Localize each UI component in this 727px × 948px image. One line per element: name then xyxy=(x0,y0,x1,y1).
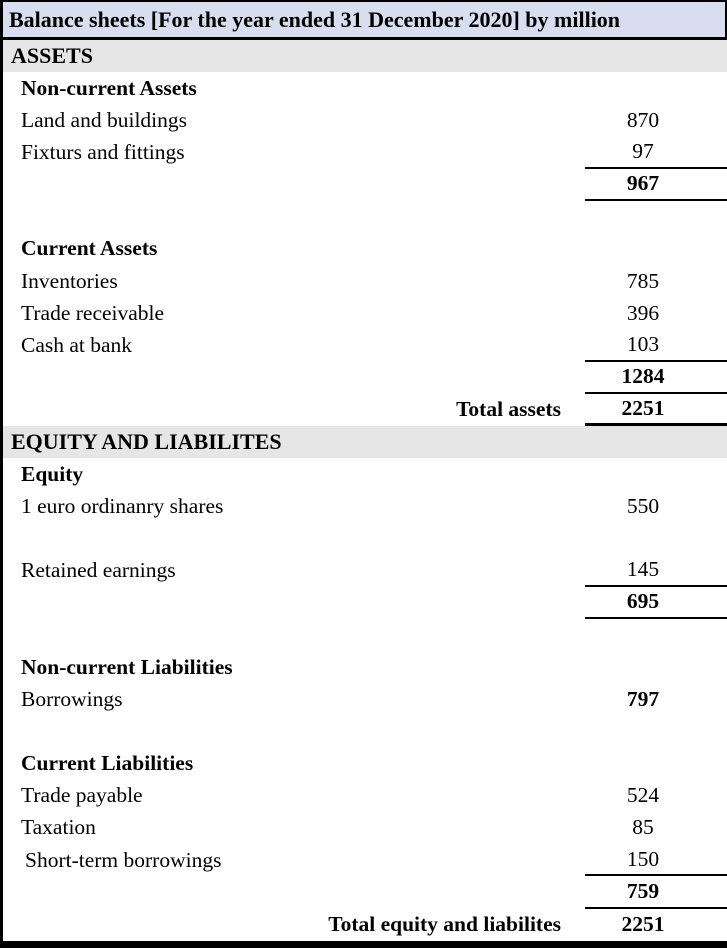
row-label xyxy=(3,619,585,651)
row-label: 1 euro ordinanry shares xyxy=(21,493,224,518)
sheet-body xyxy=(3,40,727,941)
row-inventories xyxy=(3,265,727,297)
row-current-liabilities-total xyxy=(3,876,727,908)
subsection-label: Equity xyxy=(21,461,84,486)
subsection-label: Non-current Assets xyxy=(21,75,197,100)
row-value: 550 xyxy=(626,493,660,518)
row-current-assets-header xyxy=(3,233,727,265)
row-label xyxy=(3,716,585,748)
row-label xyxy=(3,362,585,394)
row-value: 396 xyxy=(626,300,660,325)
subsection-label: Non-current Liabilities xyxy=(21,654,233,679)
row-cash-at-bank xyxy=(3,330,727,362)
row-total-equity-and-liabilities xyxy=(3,909,727,941)
row-value xyxy=(585,426,727,458)
row-value xyxy=(585,619,727,651)
row-value xyxy=(585,233,727,265)
row-non-current-liabilities-header xyxy=(3,651,727,683)
row-value: 797 xyxy=(626,686,660,711)
row-label: Taxation xyxy=(21,815,96,840)
row-short-term-borrowings xyxy=(3,844,727,876)
subtotal-value: 695 xyxy=(585,587,727,619)
row-spacer xyxy=(3,523,727,555)
row-label: Trade payable xyxy=(21,783,143,808)
row-non-current-assets-total xyxy=(3,169,727,201)
row-spacer xyxy=(3,716,727,748)
row-taxation xyxy=(3,812,727,844)
row-value: 145 xyxy=(585,555,727,587)
row-value: 85 xyxy=(632,815,654,840)
row-current-liabilities-header xyxy=(3,748,727,780)
row-label: Trade receivable xyxy=(21,300,165,325)
row-label: Short-term borrowings xyxy=(25,847,222,872)
row-value xyxy=(585,523,727,555)
subtotal-value: 1284 xyxy=(585,362,727,394)
row-value xyxy=(585,748,727,780)
row-current-assets-total xyxy=(3,362,727,394)
row-label: Fixturs and fittings xyxy=(21,139,185,164)
row-label: Inventories xyxy=(21,268,118,293)
row-value xyxy=(585,458,727,490)
row-borrowings xyxy=(3,683,727,715)
row-label: Cash at bank xyxy=(21,332,133,357)
row-label: Borrowings xyxy=(21,686,123,711)
row-label xyxy=(3,169,585,201)
subsection-label: Current Liabilities xyxy=(21,751,194,776)
row-value: 524 xyxy=(626,783,660,808)
row-retained-earnings xyxy=(3,555,727,587)
row-assets-header xyxy=(3,40,727,72)
subtotal-value: 759 xyxy=(585,876,727,908)
row-trade-receivable xyxy=(3,297,727,329)
row-value xyxy=(585,651,727,683)
row-ordinary-shares xyxy=(3,490,727,522)
sheet-title: Balance sheets [For the year ended 31 December 2020] by million xyxy=(3,0,727,40)
row-value xyxy=(585,40,727,72)
subtotal-value: 967 xyxy=(585,169,727,201)
row-non-current-assets-header xyxy=(3,72,727,104)
row-value xyxy=(585,72,727,104)
row-value: 870 xyxy=(626,107,660,132)
total-label: Total equity and liabilites xyxy=(328,911,561,936)
row-land-and-buildings xyxy=(3,104,727,136)
section-label: ASSETS xyxy=(11,43,93,69)
row-value: 103 xyxy=(585,330,727,362)
row-fixturs-and-fittings xyxy=(3,137,727,169)
row-spacer xyxy=(3,201,727,233)
row-value xyxy=(585,201,727,233)
row-label xyxy=(3,587,585,619)
section-label: EQUITY AND LIABILITES xyxy=(11,429,282,455)
row-value xyxy=(585,716,727,748)
row-value: 785 xyxy=(626,268,660,293)
row-label xyxy=(3,523,585,555)
row-label: Land and buildings xyxy=(21,107,188,132)
row-equity-and-liabilities-header xyxy=(3,426,727,458)
row-label xyxy=(3,876,585,908)
row-equity-total xyxy=(3,587,727,619)
row-value: 150 xyxy=(585,844,727,876)
total-value: 2251 xyxy=(621,911,665,936)
row-spacer xyxy=(3,619,727,651)
row-total-assets xyxy=(3,394,727,426)
row-label: Retained earnings xyxy=(21,558,176,583)
row-trade-payable xyxy=(3,780,727,812)
total-label: Total assets xyxy=(456,397,561,422)
total-value: 2251 xyxy=(585,394,727,426)
row-value: 97 xyxy=(585,137,727,169)
row-label xyxy=(3,201,585,233)
subsection-label: Current Assets xyxy=(21,236,158,261)
row-equity-header xyxy=(3,458,727,490)
